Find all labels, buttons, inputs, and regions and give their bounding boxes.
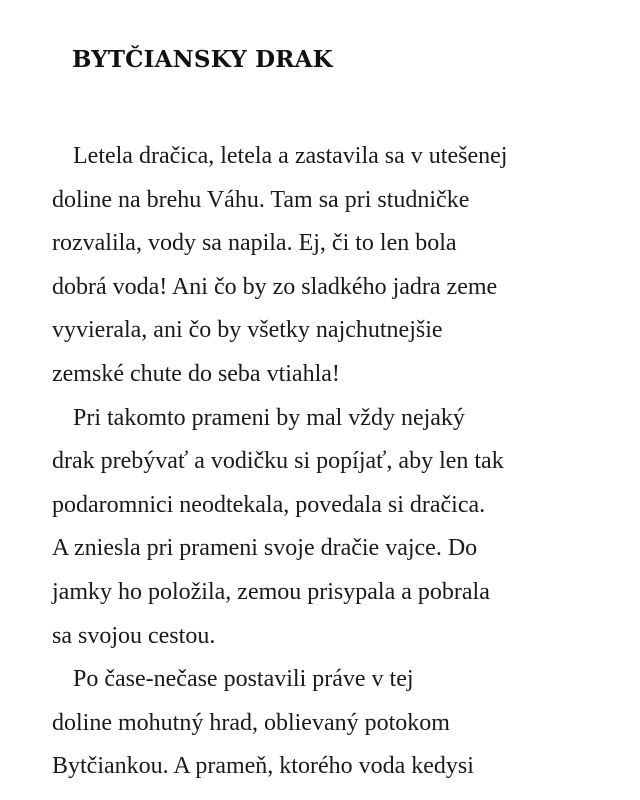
text-line: zemské chute do seba vtiahla!: [52, 360, 340, 387]
body-text: [52, 135, 612, 789]
text-line: podaromnici neodtekala, povedala si dračica.: [52, 491, 486, 518]
text-line: sa svojou cestou.: [52, 622, 216, 649]
chapter-title: BYTČIANSKY DRAK: [72, 46, 333, 73]
text-line: vyvierala, ani čo by všetky najchutnejšie: [52, 317, 443, 344]
text-line: jamky ho položila, zemou prisypala a pobrala: [52, 578, 490, 605]
text-line: rozvalila, vody sa napila. Ej, či to len bola: [52, 230, 457, 257]
text-line: Letela dračica, letela a zastavila sa v utešenej: [73, 143, 508, 169]
text-line: A zniesla pri prameni svoje dračie vajce. Do: [52, 535, 478, 562]
text-line: doline mohutný hrad, oblievaný potokom: [52, 709, 450, 736]
text-line: dobrá voda! Ani čo by zo sladkého jadra zeme: [52, 273, 498, 300]
text-line: doline na brehu Váhu. Tam sa pri studničke: [52, 186, 470, 213]
text-line: Pri takomto prameni by mal vždy nejaký: [73, 404, 465, 431]
text-line: Bytčiankou. A prameň, ktorého voda kedysi: [52, 753, 474, 780]
text-line: drak prebývať a vodičku si popíjať, aby len tak: [52, 448, 504, 475]
text-line: Po čase-nečase postavili práve v tej: [73, 666, 414, 693]
